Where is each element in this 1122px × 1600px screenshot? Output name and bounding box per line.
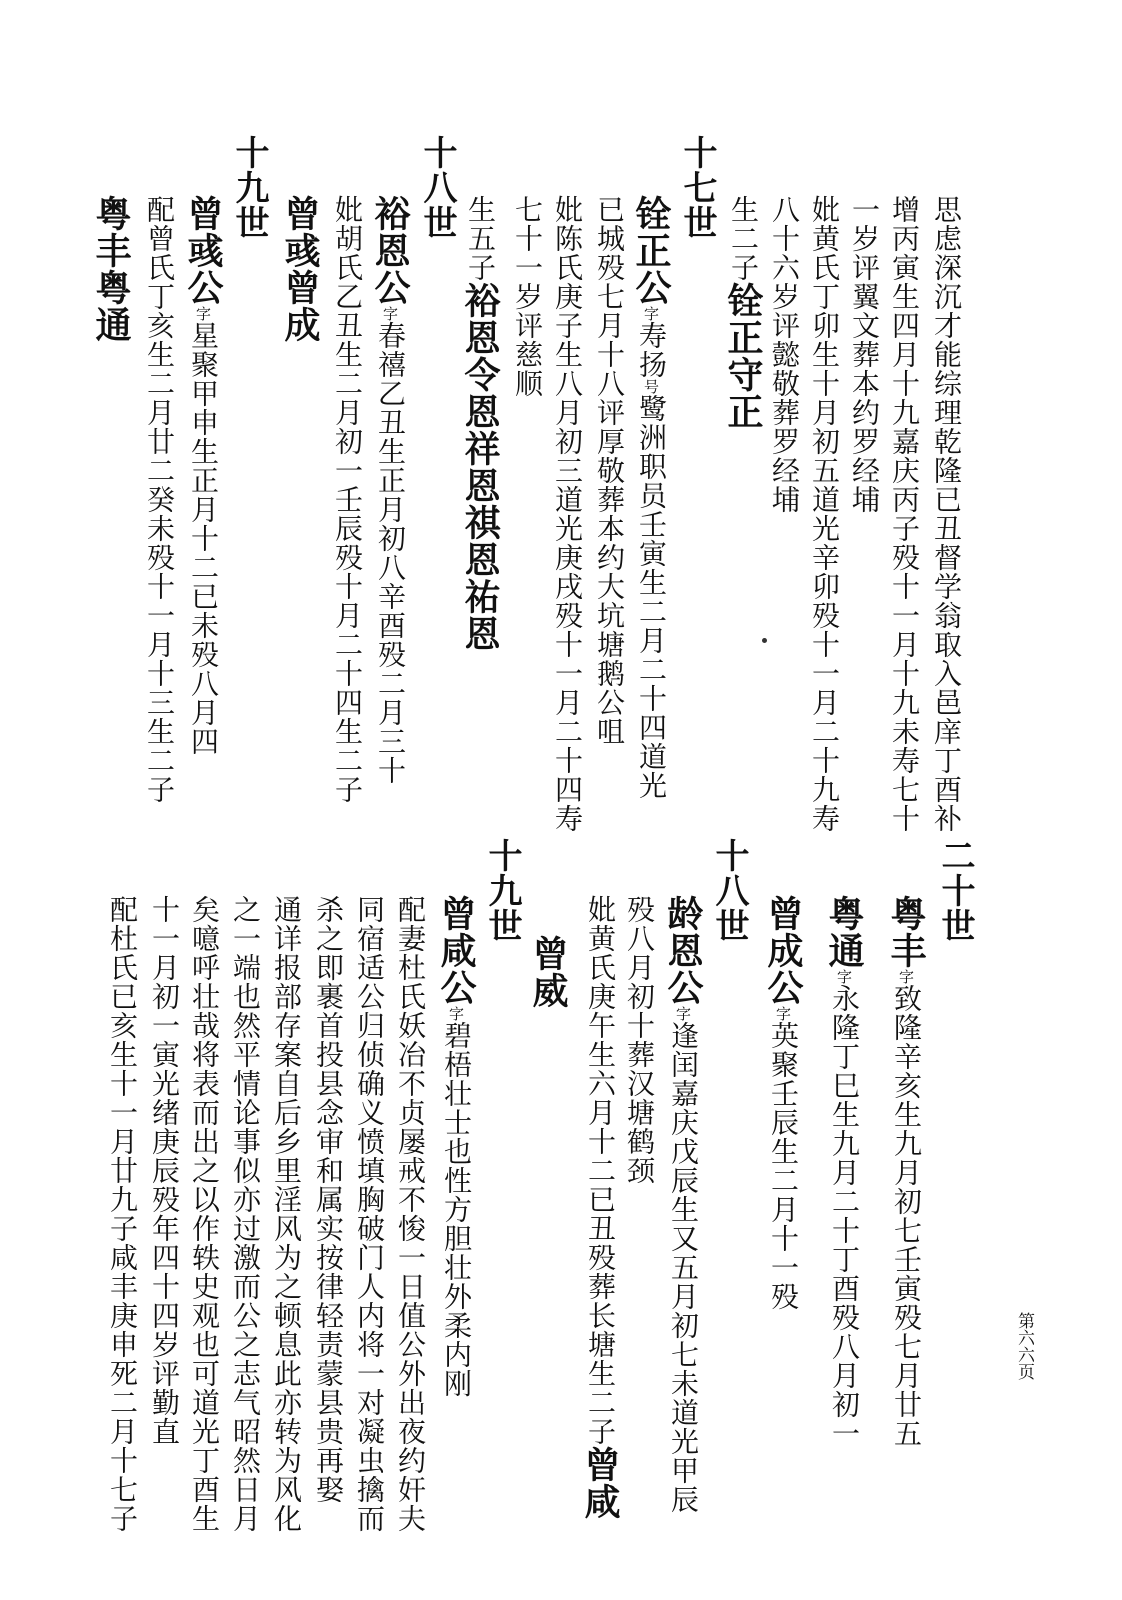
child-name: 裕恩 <box>459 282 501 356</box>
text-column <box>331 195 364 804</box>
text-line: 一岁评翼文葬本约罗经埔 <box>848 195 881 514</box>
person-name: 曾成公 <box>762 895 804 1006</box>
child-name: 祺恩 <box>459 504 501 578</box>
text-line: 生二子 <box>727 195 760 282</box>
person-name: 粤通 <box>823 895 865 969</box>
text-line: 七十一岁评慈顺 <box>511 195 544 398</box>
children-column <box>459 195 501 652</box>
text-line: 之一端也然平情论事似亦过激而公之志气昭然日月 <box>229 895 262 1533</box>
children-column <box>90 195 132 343</box>
text-column <box>848 195 881 514</box>
text-column <box>579 895 621 1520</box>
text-line: 十一月初一寅光绪庚辰殁年四十四岁评勤直 <box>148 895 181 1446</box>
child-name: 粤通 <box>90 269 132 343</box>
text-column <box>148 895 181 1446</box>
generation-heading: 二十世 <box>935 838 975 943</box>
text-line: 配妻杜氏妖冶不贞屡戒不悛一日值公外出夜约奸夫 <box>394 895 427 1533</box>
person-entry: 粤通字永隆丁巳生九月二十丁酉殁八月初一 <box>823 895 865 1448</box>
text-line: 妣黄氏庚午生六月十二已丑殁葬长塘生二子 <box>584 895 617 1446</box>
text-column <box>888 195 921 833</box>
text-line: 矣噫呼壮哉将表而出之以作轶史观也可道光丁酉生 <box>188 895 221 1533</box>
ink-speck <box>762 638 767 643</box>
text-line: 妣胡氏乙丑生二月初一壬辰殁十月二十四生二子 <box>331 195 364 804</box>
child-name: 曾成 <box>279 269 321 343</box>
text-column <box>768 195 801 514</box>
text-column <box>808 195 841 833</box>
text-column <box>394 895 427 1533</box>
text-line: 同宿适公归侦确义愤填胸破门人内将一对凝虫擒而 <box>353 895 386 1533</box>
generation-heading: 十九世 <box>482 838 522 943</box>
person-entry: 粤丰字致隆辛亥生九月初七壬寅殁七月廿五 <box>885 895 927 1448</box>
person-entry: 曾彧公字星聚甲申生正月十二已未殁八月四 <box>182 195 224 756</box>
child-name: 令恩 <box>459 356 501 430</box>
generation-heading: 十七世 <box>677 135 717 240</box>
person-name: 曾咸公 <box>435 895 477 1006</box>
generation-heading: 十八世 <box>417 135 457 240</box>
page-number: 第六六页 <box>1014 1312 1034 1380</box>
person-entry: 曾咸公字碧梧壮士也性方胆壮外柔内刚 <box>435 895 477 1398</box>
person-entry: 龄恩公字逢闰嘉庆戊辰生又五月初七未道光甲辰 <box>662 895 704 1514</box>
child-name: 铨正 <box>722 282 764 356</box>
person-entry: 裕恩公字春禧乙丑生正月初八辛酉殁二月三十 <box>369 195 411 785</box>
text-line: 属实按律轻责蒙县贵再娶 <box>312 1185 345 1504</box>
generation-heading: 十八世 <box>709 838 749 943</box>
person-entry: 铨正公字寿扬号鹭洲职员壬寅生二月二十四道光 <box>630 195 672 800</box>
text-line: 通详报部存案自后乡里淫风为之顿息此亦转为风化 <box>270 895 303 1533</box>
text-line: 妣陈氏庚子生八月初三道光庚戌殁十一月二十四寿 <box>551 195 584 833</box>
children-column <box>722 195 764 430</box>
person-name: 龄恩公 <box>662 895 704 1006</box>
text-line: 杀之即裹首投县念审和 <box>312 895 345 1185</box>
text-line: 思虑深沉才能综理乾隆已丑督学翁取入邑庠丁酉补 <box>930 195 963 833</box>
text-line: 妣黄氏丁卯生十月初五道光辛卯殁十一月二十九寿 <box>808 195 841 833</box>
text-column <box>593 195 626 746</box>
text-line: 八十六岁评懿敬葬罗经埔 <box>768 195 801 514</box>
text-column <box>188 895 221 1533</box>
text-column <box>511 195 544 398</box>
person-name: 裕恩公 <box>369 195 411 306</box>
text-column <box>930 195 963 833</box>
child-name: 曾威 <box>527 935 569 1009</box>
child-name: 曾咸 <box>579 1446 621 1520</box>
text-line: 生五子 <box>464 195 497 282</box>
generation-heading: 十九世 <box>229 135 269 240</box>
person-entry: 曾成公字英聚壬辰生二月十一殁 <box>762 895 804 1311</box>
text-column <box>143 195 176 804</box>
person-name: 曾彧公 <box>182 195 224 306</box>
text-line: 配曾氏丁亥生二月廿二癸未殁十一月十三生二子 <box>143 195 176 804</box>
text-column <box>551 195 584 833</box>
child-name: 曾彧 <box>279 195 321 269</box>
text-column <box>623 895 656 1185</box>
children-column <box>527 935 569 1009</box>
child-name: 祥恩 <box>459 430 501 504</box>
child-name: 祐恩 <box>459 578 501 652</box>
text-line: 配杜氏已亥生十一月廿九子咸丰庚申死二月十七子 <box>106 895 139 1533</box>
child-name: 守正 <box>722 356 764 430</box>
children-column <box>279 195 321 343</box>
text-column <box>312 895 345 1504</box>
text-column <box>270 895 303 1533</box>
text-line: 殁八月初十葬汉塘鹤颈 <box>623 895 656 1185</box>
person-name: 铨正公 <box>630 195 672 306</box>
text-column <box>353 895 386 1533</box>
text-column <box>229 895 262 1533</box>
text-line: 增丙寅生四月十九嘉庆丙子殁十一月十九未寿七十 <box>888 195 921 833</box>
text-column <box>106 895 139 1533</box>
person-name: 粤丰 <box>885 895 927 969</box>
child-name: 粤丰 <box>90 195 132 269</box>
text-line: 已城殁七月十八评厚敬葬本约大坑塘鹅公咀 <box>593 195 626 746</box>
